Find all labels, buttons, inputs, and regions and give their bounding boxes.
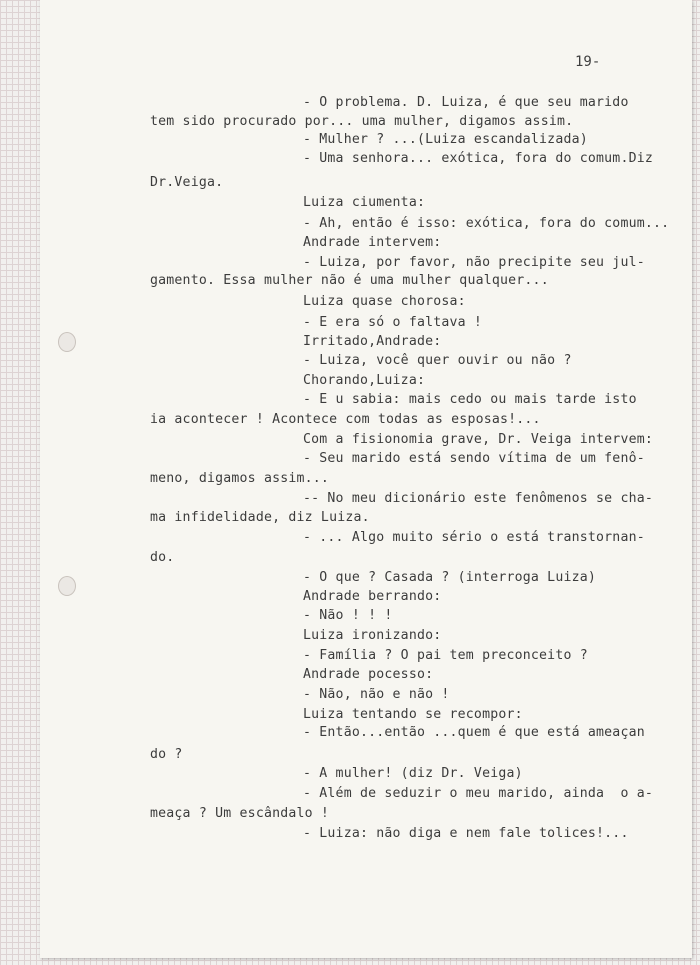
text-line: - Luiza, você quer ouvir ou não ? — [303, 353, 572, 368]
text-line: Luiza tentando se recompor: — [303, 707, 523, 722]
text-line: ma infidelidade, diz Luiza. — [150, 510, 370, 525]
text-line: - Mulher ? ...(Luiza escandalizada) — [303, 132, 588, 147]
text-line: Luiza ironizando: — [303, 628, 442, 643]
text-line: Andrade intervem: — [303, 235, 442, 250]
text-line: -- No meu dicionário este fenômenos se cha- — [303, 491, 654, 506]
text-line: - Além de seduzir o meu marido, ainda o a- — [303, 786, 654, 801]
text-line: - Uma senhora... exótica, fora do comum.Diz — [303, 151, 654, 166]
text-line: - Luiza: não diga e nem fale tolices!... — [303, 826, 629, 841]
text-line: do. — [150, 550, 175, 565]
text-line: do ? — [150, 747, 183, 762]
punch-hole-bottom — [58, 576, 76, 596]
text-line: Com a fisionomia grave, Dr. Veiga intervem: — [303, 432, 654, 447]
text-line: tem sido procurado por... uma mulher, digamos assim. — [150, 114, 574, 129]
text-line: - Família ? O pai tem preconceito ? — [303, 648, 588, 663]
text-line: Dr.Veiga. — [150, 175, 224, 190]
text-line: Irritado,Andrade: — [303, 334, 442, 349]
text-line: - Não ! ! ! — [303, 608, 393, 623]
text-line: - ... Algo muito sério o está transtornan- — [303, 530, 645, 545]
text-line: - Ah, então é isso: exótica, fora do comum... — [303, 216, 670, 231]
text-line: - O problema. D. Luiza, é que seu marido — [303, 95, 629, 110]
text-line: - E era só o faltava ! — [303, 315, 483, 330]
text-line: - Não, não e não ! — [303, 687, 450, 702]
text-line: Chorando,Luiza: — [303, 373, 426, 388]
text-line: gamento. Essa mulher não é uma mulher qualquer... — [150, 273, 549, 288]
page-number: 19- — [575, 54, 601, 70]
text-line: - O que ? Casada ? (interroga Luiza) — [303, 570, 597, 585]
text-line: Luiza ciumenta: — [303, 195, 426, 210]
punch-hole-top — [58, 332, 76, 352]
text-line: - Luiza, por favor, não precipite seu jul- — [303, 255, 645, 270]
text-line: - A mulher! (diz Dr. Veiga) — [303, 766, 523, 781]
text-line: ia acontecer ! Acontece com todas as esposas!... — [150, 412, 541, 427]
text-line: - Seu marido está sendo vítima de um fenô- — [303, 451, 645, 466]
text-line: meaça ? Um escândalo ! — [150, 806, 330, 821]
text-line: Luiza quase chorosa: — [303, 294, 466, 309]
text-line: - E u sabia: mais cedo ou mais tarde isto — [303, 392, 637, 407]
text-line: - Então...então ...quem é que está ameaçan — [303, 725, 645, 740]
text-line: meno, digamos assim... — [150, 471, 330, 486]
text-line: Andrade berrando: — [303, 589, 442, 604]
text-line: Andrade pocesso: — [303, 667, 434, 682]
